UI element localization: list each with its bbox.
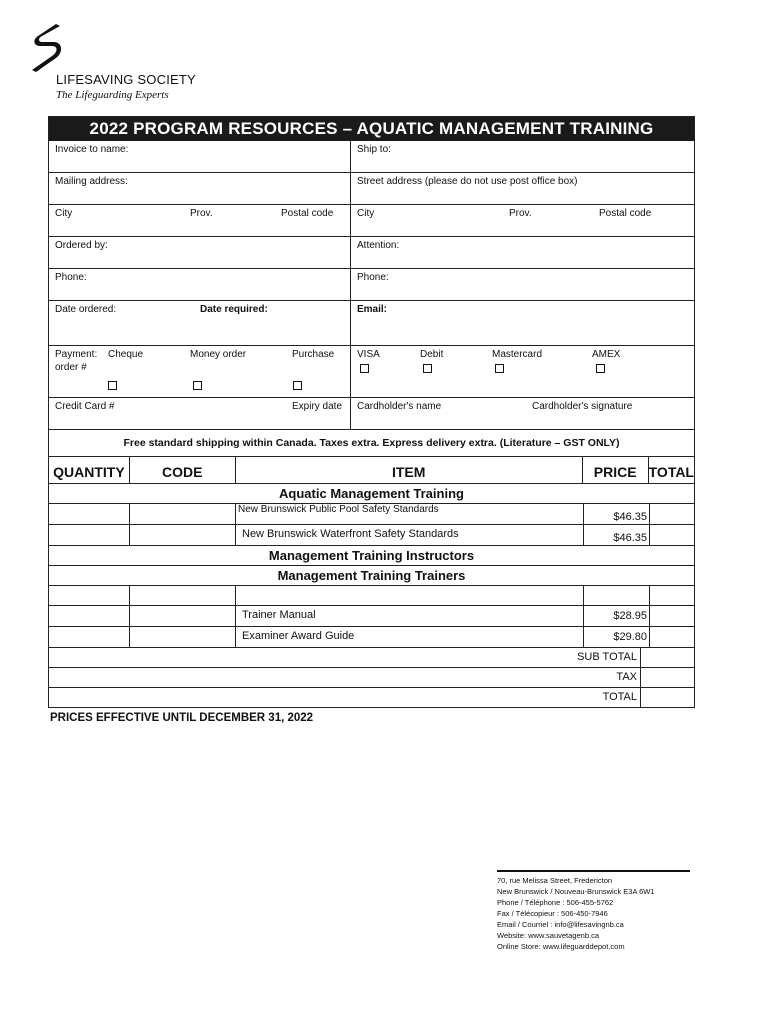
table-header	[49, 457, 694, 484]
quantity-cell[interactable]	[49, 525, 130, 545]
mastercard-checkbox[interactable]	[495, 364, 504, 373]
date-ordered-label: Date ordered:	[55, 304, 117, 315]
phone-label-right: Phone:	[357, 272, 389, 283]
ordered-by-field[interactable]	[49, 237, 351, 268]
shipping-notice: Free standard shipping within Canada. Taxes extra. Express delivery extra. (Literature – GST ONLY)	[49, 430, 694, 457]
cheque-checkbox[interactable]	[108, 381, 117, 390]
order-form	[48, 116, 695, 708]
row-dates	[49, 301, 694, 346]
dates-field[interactable]	[49, 301, 351, 345]
total-row	[49, 688, 694, 707]
credit-card-label: Credit Card #	[55, 401, 115, 412]
amex-label: AMEX	[592, 349, 621, 360]
lifesaving-swimmer-logo-icon	[26, 22, 66, 78]
price-cell: $46.35	[584, 504, 650, 524]
cardholder-signature-label: Cardholder's signature	[532, 401, 633, 412]
visa-label: VISA	[357, 349, 380, 360]
row-credit-card	[49, 398, 694, 430]
mailing-address-field[interactable]	[49, 173, 351, 204]
code-cell[interactable]	[130, 606, 236, 626]
code-cell[interactable]	[130, 627, 236, 647]
tax-label: TAX	[49, 668, 641, 687]
postal-code-label-right: Postal code	[599, 208, 652, 219]
contact-address	[497, 870, 690, 952]
quantity-cell[interactable]	[49, 504, 130, 524]
street-address-field[interactable]	[351, 173, 694, 204]
section-trainers: Management Training Trainers	[49, 566, 694, 586]
postal-code-label-left: Postal code	[281, 208, 334, 219]
header-item: ITEM	[236, 457, 583, 483]
tax-row	[49, 668, 694, 688]
table-row	[49, 525, 694, 546]
row-city	[49, 205, 694, 237]
total-cell[interactable]	[650, 586, 694, 605]
total-cell[interactable]	[650, 627, 694, 647]
table-row	[49, 586, 694, 606]
phone-line: Phone / Téléphone : 506-455-5762	[497, 898, 614, 907]
tax-value[interactable]	[641, 668, 694, 687]
row-address	[49, 173, 694, 205]
attention-label: Attention:	[357, 240, 400, 251]
fax-line: Fax / Télécopieur : 506-450-7946	[497, 909, 608, 918]
cardholder-name-label: Cardholder's name	[357, 401, 442, 412]
logo	[26, 22, 196, 108]
phone-field-left[interactable]	[49, 269, 351, 300]
phone-label-left: Phone:	[55, 272, 87, 283]
quantity-cell[interactable]	[49, 586, 130, 605]
prices-effective-note: PRICES EFFECTIVE UNTIL DECEMBER 31, 2022	[50, 712, 314, 724]
website-line: Website: www.sauvetagenb.ca	[497, 931, 600, 940]
total-cell[interactable]	[650, 504, 694, 524]
amex-checkbox[interactable]	[596, 364, 605, 373]
row-ordered-by	[49, 237, 694, 269]
subtotal-label: SUB TOTAL	[49, 648, 641, 667]
header-total: TOTAL	[648, 464, 694, 480]
item-cell: Trainer Manual	[236, 606, 584, 626]
city-prov-postal-right[interactable]	[351, 205, 694, 236]
row-invoice	[49, 141, 694, 173]
quantity-cell[interactable]	[49, 627, 130, 647]
payment-label: Payment:	[55, 349, 98, 360]
attention-field[interactable]	[351, 237, 694, 268]
street-address-label: Street address (please do not use post office box)	[357, 176, 578, 187]
purchase-label: Purchase	[292, 349, 335, 360]
code-cell[interactable]	[130, 586, 236, 605]
debit-checkbox[interactable]	[423, 364, 432, 373]
email-label: Email:	[357, 304, 388, 315]
email-field[interactable]	[351, 301, 694, 345]
form-title: 2022 PROGRAM RESOURCES – AQUATIC MANAGEMENT TRAINING	[49, 117, 694, 141]
row-phone	[49, 269, 694, 301]
address-line: 70, rue Melissa Street, Fredericton	[497, 876, 613, 885]
prov-label-right: Prov.	[509, 208, 532, 219]
credit-card-field[interactable]	[49, 398, 351, 429]
ship-to-label: Ship to:	[357, 144, 391, 155]
total-cell[interactable]	[650, 606, 694, 626]
online-store-line: Online Store: www.lifeguarddepot.com	[497, 942, 625, 951]
table-row	[49, 627, 694, 648]
org-name: LIFESAVING SOCIETY	[56, 72, 196, 87]
expiry-label: Expiry date	[292, 401, 343, 412]
item-cell: New Brunswick Public Pool Safety Standards	[236, 504, 584, 524]
table-row	[49, 606, 694, 627]
phone-field-right[interactable]	[351, 269, 694, 300]
order-num-label: order #	[55, 362, 87, 373]
city-prov-postal-left[interactable]	[49, 205, 351, 236]
city-label-right: City	[357, 208, 375, 219]
mailing-address-label: Mailing address:	[55, 176, 128, 187]
total-label: TOTAL	[49, 688, 641, 707]
org-tagline: The Lifeguarding Experts	[56, 89, 169, 101]
subtotal-row	[49, 648, 694, 668]
invoice-to-label: Invoice to name:	[55, 144, 129, 155]
item-cell	[236, 586, 584, 605]
mastercard-label: Mastercard	[492, 349, 543, 360]
subtotal-value[interactable]	[641, 648, 694, 667]
cheque-label: Cheque	[108, 349, 144, 360]
row-payment	[49, 346, 694, 398]
price-cell	[584, 586, 650, 605]
total-value[interactable]	[641, 688, 694, 707]
item-cell: Examiner Award Guide	[236, 627, 584, 647]
prov-label-left: Prov.	[190, 208, 213, 219]
debit-label: Debit	[420, 349, 444, 360]
city-label-left: City	[55, 208, 73, 219]
address-line: New Brunswick / Nouveau-Brunswick E3A 6W1	[497, 887, 655, 896]
card-types	[351, 346, 694, 397]
payment-methods	[49, 346, 351, 397]
section-instructors: Management Training Instructors	[49, 546, 694, 566]
email-line: Email / Courriel : info@lifesavingnb.ca	[497, 920, 624, 929]
date-required-label: Date required:	[200, 304, 268, 315]
item-cell: New Brunswick Waterfront Safety Standards	[236, 525, 584, 545]
table-row	[49, 504, 694, 525]
cardholder-field[interactable]	[351, 398, 694, 429]
code-cell[interactable]	[130, 504, 236, 524]
ordered-by-label: Ordered by:	[55, 240, 108, 251]
quantity-cell[interactable]	[49, 606, 130, 626]
total-cell[interactable]	[650, 525, 694, 545]
visa-checkbox[interactable]	[360, 364, 369, 373]
header-quantity: QUANTITY	[49, 457, 130, 483]
price-cell: $28.95	[584, 606, 650, 626]
header-price: PRICE	[583, 457, 649, 483]
price-cell: $29.80	[584, 627, 650, 647]
ship-to-field[interactable]	[351, 141, 694, 172]
header-code: CODE	[130, 457, 236, 483]
section-aquatic: Aquatic Management Training	[49, 484, 694, 504]
purchase-order-checkbox[interactable]	[293, 381, 302, 390]
money-order-checkbox[interactable]	[193, 381, 202, 390]
code-cell[interactable]	[130, 525, 236, 545]
price-cell: $46.35	[584, 525, 650, 545]
invoice-to-field[interactable]	[49, 141, 351, 172]
money-order-label: Money order	[190, 349, 247, 360]
